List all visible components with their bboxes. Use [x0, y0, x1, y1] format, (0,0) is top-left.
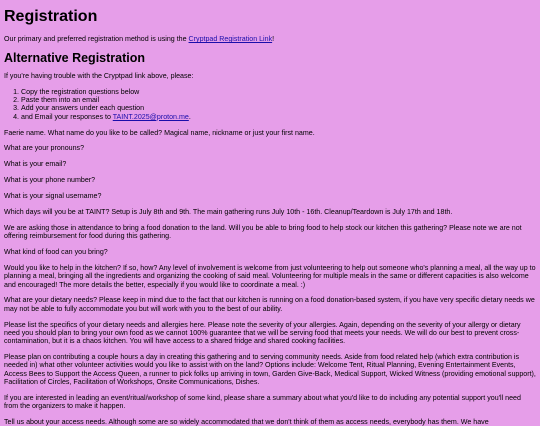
cryptpad-registration-link[interactable]: Cryptpad Registration Link — [188, 35, 273, 43]
question-food-kind: What kind of food can you bring? — [4, 248, 108, 257]
question-signal: What is your signal username? — [4, 192, 102, 201]
intro-paragraph — [4, 35, 536, 43]
trouble-text: If you're having trouble with the Cryptpad link above, please: — [4, 71, 194, 80]
question-pronouns: What are your pronouns? — [4, 144, 85, 153]
question-lead-event: If you are interested in leading an event/ritual/workshop of some kind, please share a summary about what you'd like to do including any potential support you'll need from the organizers to make it happen. — [4, 393, 521, 411]
question-allergies: Please list the specifics of your dietary needs and allergies here. Please note the severity of your allergies. Again, depending on the severity of your allergy or dietary need you should plan to bring your own food as we cannot 100% guarantee that we will be serving food that meets your needs. We will do our best to prevent cross-contamination, but it is a chaos kitchen. You will have access to a shared fridge and shared cooking facilities. — [4, 320, 521, 346]
question-access-needs: Tell us about your access needs. Although some are so widely accommodated that we don't think of them as access needs, everybody has them. We have — [4, 418, 489, 426]
step-text: and Email your responses to — [21, 112, 113, 121]
intro-text: Our primary and preferred registration method is using the — [4, 35, 189, 43]
intro-text-end: ! — [272, 35, 275, 43]
list-item: 2. Paste them into an email — [21, 96, 536, 104]
step-text-end: . — [188, 112, 191, 121]
question-kitchen-help: Would you like to help in the kitchen? If so, how? Any level of involvement is welcome from just volunteering to help out someone who's planning a meal, all the way up to planning a meal, bringing all the ingredients and organizing the cooking of said meal. Volunteering for multiple meals in the same or different capacities is also welcome and encouraged! The more details the better, especially if you would like to coordinate a meal. :) — [4, 263, 536, 289]
alternative-registration-heading: Alternative Registration — [4, 50, 146, 65]
list-item: 1. Copy the registration questions below — [21, 88, 536, 96]
question-dietary-needs: What are your dietary needs? Please keep in mind due to the fact that our kitchen is running on a food donation-based system, if you have very specific dietary needs we may not be able to fully accommodate you but will work with you to the best of our ability. — [4, 296, 535, 313]
email-link[interactable]: TAINT.2025@proton.me — [112, 112, 189, 121]
question-email: What is your email? — [4, 160, 67, 169]
registration-steps-list — [4, 88, 536, 121]
page-title: Registration — [4, 8, 98, 25]
question-volunteer: Please plan on contributing a couple hours a day in creating this gathering and to serving community needs. Aside from food related help (which extra contribution is needed in) what other volunteer activities would you like to assist with on the land? Options include: Welcome Tent, Ritual Planning, Evening Entertainment Events, Access Bees to Support the Access Queen, a runner to pick folks up arriving in town, Garden Give-Back, Medical Support, Wicked Witness (providing emotional support), Facilitation of Circles, Facilitation of Workshops, Onsite Communications, Dishes. — [4, 353, 536, 387]
list-item — [21, 113, 536, 121]
question-food-donation: We are asking those in attendance to bring a food donation to the land. Will you be able to bring food to help stock our kitchen this gathering? Please note we are not offering reimbursement for food during this gathering. — [4, 223, 522, 241]
list-item: 3. Add your answers under each question — [21, 104, 536, 112]
question-days: Which days will you be at TAINT? Setup is July 8th and 9th. The main gathering runs July 10th - 16th. Cleanup/Teardown is July 17th and 18th. — [4, 208, 453, 217]
question-faerie-name: Faerie name. What name do you like to be called? Magical name, nickname or just your first name. — [4, 128, 315, 137]
question-phone: What is your phone number? — [4, 176, 96, 185]
